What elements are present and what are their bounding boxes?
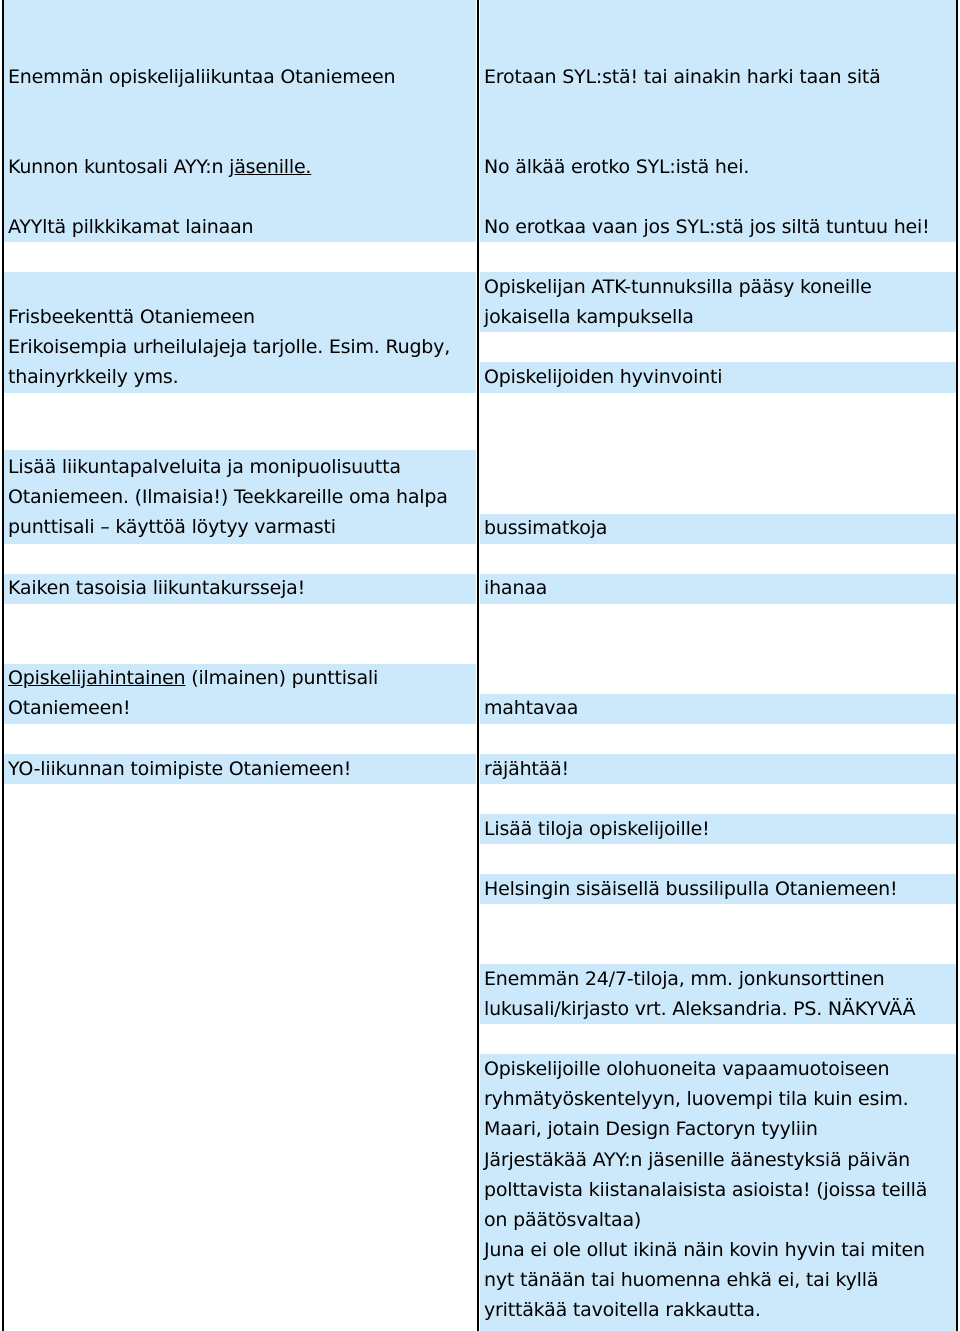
comment-cell: AYYltä pilkkikamat lainaan (8, 216, 254, 238)
comment-cell: Opiskelijoiden hyvinvointi (484, 366, 723, 388)
comment-cell: Juna ei ole ollut ikinä näin kovin hyvin tai miten nyt tänään tai huomenna ehkä ei, tai kyllä yrittäkää tavoitella rakkautta. (484, 1239, 925, 1321)
cell-band (4, 0, 476, 242)
cell-text: Kunnon kuntosali AYY:n jäsenille. (8, 156, 312, 178)
comment-cell: Opiskelijahintainen (ilmainen) punttisali Otaniemeen! (8, 667, 379, 719)
grid-line-middle (477, 0, 479, 1331)
comment-cell: Erotaan SYL:stä! tai ainakin harki taan sitä (484, 66, 881, 88)
cell-band (4, 393, 476, 450)
comment-cell: Opiskelijoille olohuoneita vapaamuotoiseen ryhmätyöskentelyyn, luovempi tila kuin esim. Maari, jotain Design Factoryn tyyliin (484, 1058, 909, 1140)
cell-band (480, 724, 956, 754)
cell-band (480, 332, 956, 362)
underlined-word: Opiskelijahintainen (8, 667, 186, 689)
comment-cell: Helsingin sisäisellä bussilipulla Otaniemeen! (484, 878, 898, 900)
cell-band (4, 544, 476, 574)
comment-cell: mahtavaa (484, 697, 579, 719)
cell-band (4, 242, 476, 272)
cell-band (480, 904, 956, 964)
cell-band (480, 0, 956, 242)
comment-cell: YO-liikunnan toimipiste Otaniemeen! (8, 758, 352, 780)
cell-band (480, 1024, 956, 1054)
comment-cell: No älkää erotko SYL:istä hei. (484, 156, 750, 178)
comment-cell: Opiskelijan ATK-tunnuksilla pääsy koneille jokaisella kampuksella (484, 276, 872, 328)
comment-cell: bussimatkoja (484, 517, 608, 539)
underlined-word: jäsenille. (229, 156, 312, 178)
comment-cell: Frisbeekenttä Otaniemeen (8, 306, 255, 328)
grid-line-right (956, 0, 958, 1331)
comment-cell: ihanaa (484, 577, 548, 599)
comment-cell: Lisää tiloja opiskelijoille! (484, 818, 710, 840)
cell-band (4, 784, 476, 1331)
cell-band (480, 604, 956, 694)
grid-line-left (2, 0, 4, 1331)
comment-cell: Enemmän opiskelijaliikuntaa Otaniemeen (8, 66, 396, 88)
comment-cell: Lisää liikuntapalveluita ja monipuolisuutta Otaniemeen. (Ilmaisia!) Teekkareille oma halpa punttisali – käyttöä löytyy varmasti (8, 456, 448, 538)
comment-cell: Erikoisempia urheilulajeja tarjolle. Esim. Rugby, thainyrkkeily yms. (8, 336, 451, 388)
left-column (4, 0, 476, 1331)
comment-cell: räjähtää! (484, 758, 569, 780)
cell-band (480, 242, 956, 272)
comment-cell: No erotkaa vaan jos SYL:stä jos siltä tuntuu hei! (484, 216, 930, 238)
comment-cell: Järjestäkää AYY:n jäsenille äänestyksiä päivän polttavista kiistanalaisista asioista! (joissa teillä on päätösvaltaa) (484, 1149, 928, 1231)
cell-text-underlined: Opiskelijahintainen (ilmainen) punttisali (8, 667, 379, 689)
comment-cell (8, 152, 472, 182)
cell-band (480, 393, 956, 514)
right-column (480, 0, 956, 1331)
cell-band (480, 784, 956, 814)
cell-band (480, 844, 956, 874)
cell-band (4, 604, 476, 664)
comment-cell: Kaiken tasoisia liikuntakursseja! (8, 577, 306, 599)
cell-band (480, 544, 956, 574)
cell-band (4, 724, 476, 754)
comment-cell: Enemmän 24/7-tiloja, mm. jonkunsorttinen lukusali/kirjasto vrt. Aleksandria. PS. NÄKYVÄÄ (484, 968, 916, 1020)
